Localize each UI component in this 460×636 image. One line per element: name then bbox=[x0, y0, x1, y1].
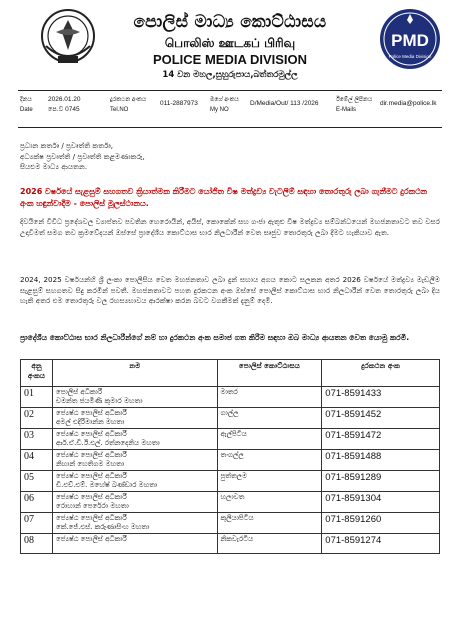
table-row bbox=[21, 408, 440, 429]
row-number: 08 bbox=[21, 534, 53, 554]
row-phone: 071-8591260 bbox=[322, 513, 440, 534]
row-officer: ජ්‍යෙෂ්ඨ පොලිස් අධිකාරී කේ.ජේ.එස්. කරුණාසිංහ මහතා bbox=[52, 513, 217, 534]
title-tamil: பொலிஸ் ஊடகப் பிரிவு bbox=[164, 36, 296, 50]
row-phone: 071-8591274 bbox=[322, 534, 440, 554]
title-sinhala: පොලිස් මාධ්‍ය කොට්ඨාසය bbox=[133, 12, 327, 32]
row-phone: 071-8591472 bbox=[322, 429, 440, 450]
header-division: පොලිස් කොට්ඨාසය bbox=[217, 360, 322, 387]
email-value: dir.media@police.lk bbox=[380, 100, 437, 107]
date-value: 2026.01.20 පෙ.ව 0745 bbox=[48, 96, 81, 113]
header-phone: දුරකථන අංක bbox=[322, 360, 440, 387]
row-division: මාතර bbox=[217, 387, 322, 408]
row-number: 04 bbox=[21, 450, 53, 471]
addressee-block bbox=[20, 141, 440, 173]
date-label: දිනය Date bbox=[20, 97, 33, 113]
row-division: ගාල්ල bbox=[217, 408, 322, 429]
table-row bbox=[21, 387, 440, 408]
subject-heading: 2026 වර්ෂයේ සැළසුම් සහගතව ක්‍රියාත්මක කිරීමට යෝජිත විෂ මත්ද්‍රව්‍ය වැටලීම් සඳහා තොරතුරු ලබා ගැනීමට දුරකථන අංක හඳුන්වාදීම - පොලිස් මූලස්ථානය. bbox=[20, 187, 428, 208]
addressee-line: අධ්‍යක්ෂ ප්‍රවෘත්ති / ප්‍රවෘත්ති කළමණාකරු, bbox=[20, 151, 145, 161]
row-phone: 071-8591289 bbox=[322, 471, 440, 492]
row-phone: 071-8591488 bbox=[322, 450, 440, 471]
email-label: ඊමේල් ලිපිනය E-Mails bbox=[336, 97, 373, 113]
tel-label: දුරකථන අංකය Tel.NO bbox=[110, 97, 147, 113]
table-row bbox=[21, 471, 440, 492]
title-english: POLICE MEDIA DIVISION bbox=[152, 52, 308, 67]
paragraph-2: 2024, 2025 වර්ෂයන්හි ශ්‍රී ලංකා පොලිසිය වෙත මහජනතාව ලබා දුන් සහාය අගය කොට සලකන අතර 2026 වර්ෂයේ මත්ද්‍රව්‍ය මැඩලීම සැළසුම් සහගතව සිදු කරමින් පවතී. මහජනතාවට පහත දුරකථන අංක ඔස්සේ පොලිස් කොට්ඨාස භාර නිලධාරීන් වෙත තොරතුරු ලබා දිය හැකි අතර එම තොරතුරු වල රහස්‍යභාවය ආරක්ෂා කරන බවට වගකීමක් දැනුම් දෙමී. bbox=[20, 275, 440, 305]
row-number: 06 bbox=[21, 492, 53, 513]
pmd-logo-ring-text: Police Media Division bbox=[388, 54, 432, 59]
tel-value: 011-2887973 bbox=[160, 100, 198, 107]
officer-contact-table bbox=[20, 359, 440, 554]
row-officer: ජ්‍යෙෂ්ඨ පොලිස් අධිකාරී ඩී.එච්.එම්. මහේෂ් බණ්ඩාර මහතා bbox=[52, 471, 217, 492]
row-number: 01 bbox=[21, 387, 53, 408]
row-officer: ජ්‍යෙෂ්ඨ පොලිස් අධිකාරී ආර්.ඒ.ඩී.ඊ.එල්. රත්නදෙනිය මහතා bbox=[52, 429, 217, 450]
row-division: ඇල්පිටිය bbox=[217, 429, 322, 450]
row-phone: 071-8591304 bbox=[322, 492, 440, 513]
row-phone: 071-8591452 bbox=[322, 408, 440, 429]
addressee-line: සියළුම මාධ්‍ය ආයතන. bbox=[20, 162, 88, 171]
row-officer: ජ්‍යෙෂ්ඨ පොලිස් අධිකාරී රොහාන් පෙරේරා මහතා bbox=[52, 492, 217, 513]
table-row bbox=[21, 513, 440, 534]
paragraph-3: ප්‍රාදේශීය කොට්ඨාස භාර නිලධාරීන්ගේ නම් හා දුරකථන අංක සමාජ ගත කිරීම සඳහා ඔබ මාධ්‍ය ආයතන වෙත යොමු කරමි. bbox=[20, 333, 410, 342]
addressee-line: ප්‍රධාන කර්තෘ / ප්‍රවෘත්ති කර්තෘ, bbox=[20, 141, 114, 150]
table-row bbox=[21, 450, 440, 471]
ref-value: D/Media/Out/ 113 /2026 bbox=[250, 100, 319, 107]
row-officer: ජ්‍යෙෂ්ඨ පොලිස් අධිකාරී අමල් එදිරිමාන්න මහතා bbox=[52, 408, 217, 429]
row-number: 07 bbox=[21, 513, 53, 534]
row-number: 05 bbox=[21, 471, 53, 492]
table-row bbox=[21, 534, 440, 554]
reference-bar bbox=[18, 90, 442, 128]
row-division: හලාවත bbox=[217, 492, 322, 513]
table-row bbox=[21, 429, 440, 450]
row-officer: ජ්‍යෙෂ්ඨ පොලිස් අධිකාරී bbox=[52, 534, 217, 554]
row-officer: පොලිස් අධිකාරී චමන්ත ජයමිණි කුමාර මහතා bbox=[52, 387, 217, 408]
office-address: 14 වන මහල,සුහුරුපාය,බත්තරමුල්ල bbox=[162, 70, 298, 80]
paragraph-1: දිවයිනේ විවිධ ප්‍රදේශවල ව්‍යාප්තව පවතින හෙරොයින්, අයිස්, කොකේන් සහ ගංජා ඇතුළු විෂ මත්ද්‍රව්‍ය සම්බන්ධයෙන් මහජනතාවට තව වසර උදාවීමත් සමග තව ක්‍රමවේදයන් ඔස්සේ ප්‍රාදේශීය කොට්ඨාස භාර නිලධාරීන් වෙත සෘජුව තොරතුරු ලබා දීමට හැකියාව ඇත. bbox=[20, 217, 440, 237]
row-officer: ජ්‍යෙෂ්ඨ පොලිස් අධිකාරී නිහාන් හෙතිගම මහතා bbox=[52, 450, 217, 471]
ref-label: මගේ අංකය My NO bbox=[210, 97, 239, 113]
row-division: කුලියාපිටිය bbox=[217, 513, 322, 534]
row-division: තංගල්ල bbox=[217, 450, 322, 471]
table-row bbox=[21, 492, 440, 513]
row-number: 02 bbox=[21, 408, 53, 429]
row-division: පුත්තලම bbox=[217, 471, 322, 492]
header-serial: අනු අංකය bbox=[21, 360, 53, 387]
header-name: නම bbox=[52, 360, 217, 387]
pmd-logo-text: PMD bbox=[391, 31, 429, 50]
row-division: නිකවැරටිය bbox=[217, 534, 322, 554]
row-number: 03 bbox=[21, 429, 53, 450]
row-phone: 071-8591433 bbox=[322, 387, 440, 408]
table-header-row bbox=[21, 360, 440, 387]
